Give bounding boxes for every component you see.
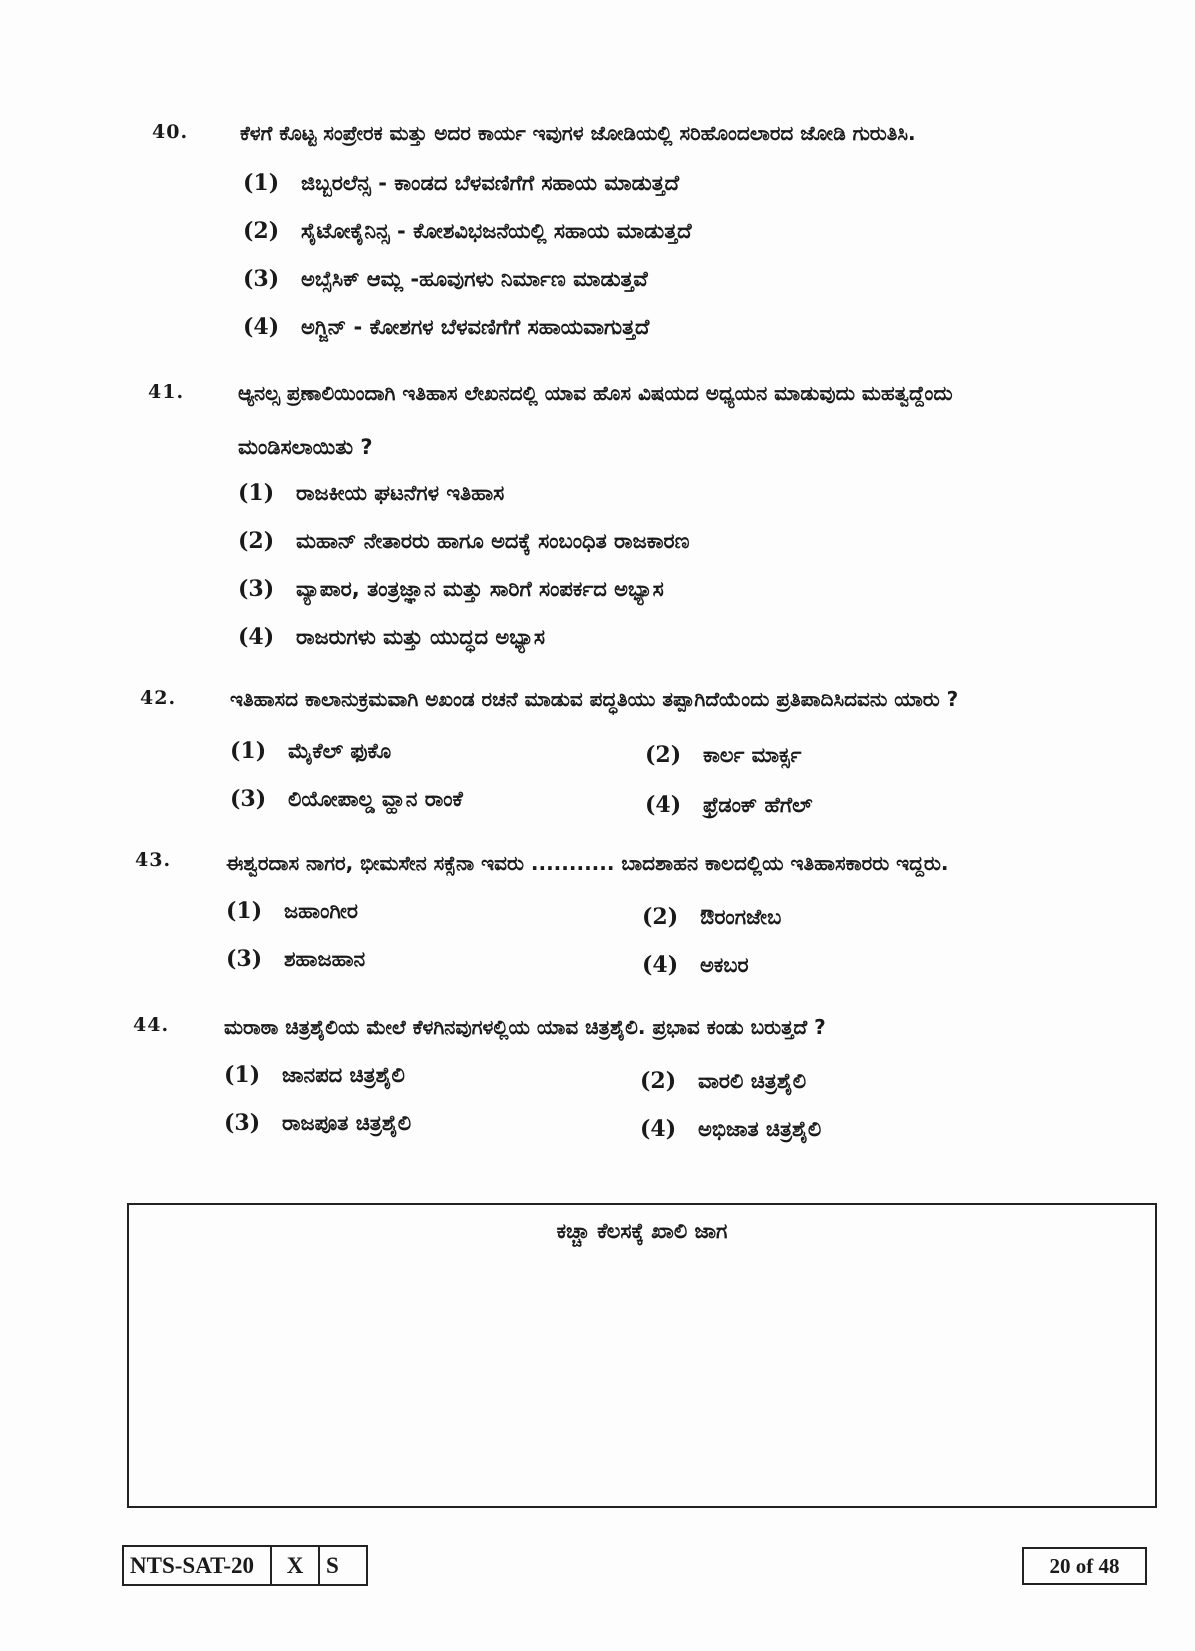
question-text-line2: ಮಂಡಿಸಲಾಯಿತು ?	[238, 435, 373, 459]
question-number: 41.	[148, 381, 185, 403]
question-number: 42.	[140, 687, 177, 709]
option-2: (2) ಕಾರ್ಲ ಮಾರ್ಕ್ಸ	[645, 742, 802, 768]
rough-work-title: ಕಚ್ಚಾ ಕೆಲಸಕ್ಕೆ ಖಾಲಿ ಜಾಗ	[556, 1219, 728, 1243]
question-number: 44.	[133, 1014, 170, 1036]
question-number: 40.	[152, 121, 189, 143]
option-3: (3) ರಾಜಪೂತ ಚಿತ್ರಶೈಲಿ	[224, 1110, 412, 1136]
question-text: ಇತಿಹಾಸದ ಕಾಲಾನುಕ್ರಮವಾಗಿ ಅಖಂಡ ರಚನೆ ಮಾಡುವ ಪದ್ಧತಿಯು ತಪ್ಪಾಗಿದೆಯೆಂದು ಪ್ರತಿಪಾದಿಸಿದವನು ಯಾರು ?	[230, 687, 959, 711]
option-4: (4) ಅಭಿಜಾತ ಚಿತ್ರಶೈಲಿ	[640, 1116, 822, 1142]
question-text: ಕೆಳಗೆ ಕೊಟ್ಟ ಸಂಪ್ರೇರಕ ಮತ್ತು ಅದರ ಕಾರ್ಯ ಇವುಗಳ ಜೋಡಿಯಲ್ಲಿ ಸರಿಹೊಂದಲಾರದ ಜೋಡಿ ಗುರುತಿಸಿ.	[240, 121, 916, 145]
option-1: (1) ಜಾನಪದ ಚಿತ್ರಶೈಲಿ	[224, 1062, 405, 1088]
option-3: (3) ಶಹಾಜಹಾನ	[226, 946, 366, 972]
paper-code-box	[122, 1545, 368, 1586]
option-4: (4) ಫ್ರೆಡಂಕ್ ಹೆಗೆಲ್	[645, 792, 813, 818]
option-4: (4) ಅಗ್ಜಿನ್ - ಕೋಶಗಳ ಬೆಳವಣಿಗೆಗೆ ಸಹಾಯವಾಗುತ್ತದೆ	[243, 314, 650, 340]
option-2: (2) ಮಹಾನ್ ನೇತಾರರು ಹಾಗೂ ಅದಕ್ಕೆ ಸಂಬಂಧಿತ ರಾಜಕಾರಣ	[238, 528, 690, 554]
option-3: (3) ಅಬ್ಸೆಸಿಕ್ ಆಮ್ಲ -ಹೂವುಗಳು ನಿರ್ಮಾಣ ಮಾಡುತ್ತವೆ	[243, 266, 648, 292]
option-2: (2) ಔರಂಗಜೇಬ	[642, 904, 782, 930]
option-4: (4) ರಾಜರುಗಳು ಮತ್ತು ಯುದ್ಧದ ಅಭ್ಯಾಸ	[238, 624, 546, 650]
option-1: (1) ಜಿಬ್ಬರಲೆನ್ಸ - ಕಾಂಡದ ಬೆಳವಣಿಗೆಗೆ ಸಹಾಯ ಮಾಡುತ್ತದೆ	[243, 170, 680, 196]
set-code: S	[326, 1552, 339, 1578]
question-number: 43.	[135, 849, 172, 871]
medium-code: X	[272, 1547, 320, 1584]
question-text: ಮರಾಠಾ ಚಿತ್ರಶೈಲಿಯ ಮೇಲೆ ಕೆಳಗಿನವುಗಳಲ್ಲಿಯ ಯಾವ ಚಿತ್ರಶೈಲಿ. ಪ್ರಭಾವ ಕಂಡು ಬರುತ್ತದೆ ?	[224, 1015, 826, 1039]
paper-code: NTS-SAT-20	[124, 1547, 272, 1584]
option-3: (3) ವ್ಯಾಪಾರ, ತಂತ್ರಜ್ಞಾನ ಮತ್ತು ಸಾರಿಗೆ ಸಂಪರ್ಕದ ಅಭ್ಯಾಸ	[238, 576, 664, 602]
option-1: (1) ಜಹಾಂಗೀರ	[226, 898, 359, 924]
option-1: (1) ಮೈಕೆಲ್ ಫುಕೊ	[230, 738, 392, 764]
option-2: (2) ಸೈಟೋಕೈನಿನ್ಸ - ಕೋಶವಿಭಜನೆಯಲ್ಲಿ ಸಹಾಯ ಮಾಡುತ್ತದೆ	[243, 218, 692, 244]
question-text: ಈಶ್ವರದಾಸ ನಾಗರ, ಭೀಮಸೇನ ಸಕ್ಸೆನಾ ಇವರು ........... ಬಾದಶಾಹನ ಕಾಲದಲ್ಲಿಯ ಇತಿಹಾಸಕಾರರು ಇದ್ದರು.	[226, 851, 949, 875]
question-text-line1: ಆ್ಯನಲ್ಸ ಪ್ರಣಾಲಿಯಿಂದಾಗಿ ಇತಿಹಾಸ ಲೇಖನದಲ್ಲಿ ಯಾವ ಹೊಸ ವಿಷಯದ ಅಧ್ಯಯನ ಮಾಡುವುದು ಮಹತ್ವದ್ದೆಂದು	[238, 381, 953, 405]
option-2: (2) ವಾರಲಿ ಚಿತ್ರಶೈಲಿ	[640, 1068, 807, 1094]
option-4: (4) ಅಕಬರ	[642, 952, 749, 978]
rough-work-box	[127, 1203, 1157, 1508]
option-1: (1) ರಾಜಕೀಯ ಘಟನೆಗಳ ಇತಿಹಾಸ	[238, 480, 505, 506]
page-number: 20 of 48	[1022, 1547, 1147, 1585]
option-3: (3) ಲಿಯೋಪಾಲ್ಡ ವ್ಹಾನ ರಾಂಕೆ	[230, 786, 463, 812]
